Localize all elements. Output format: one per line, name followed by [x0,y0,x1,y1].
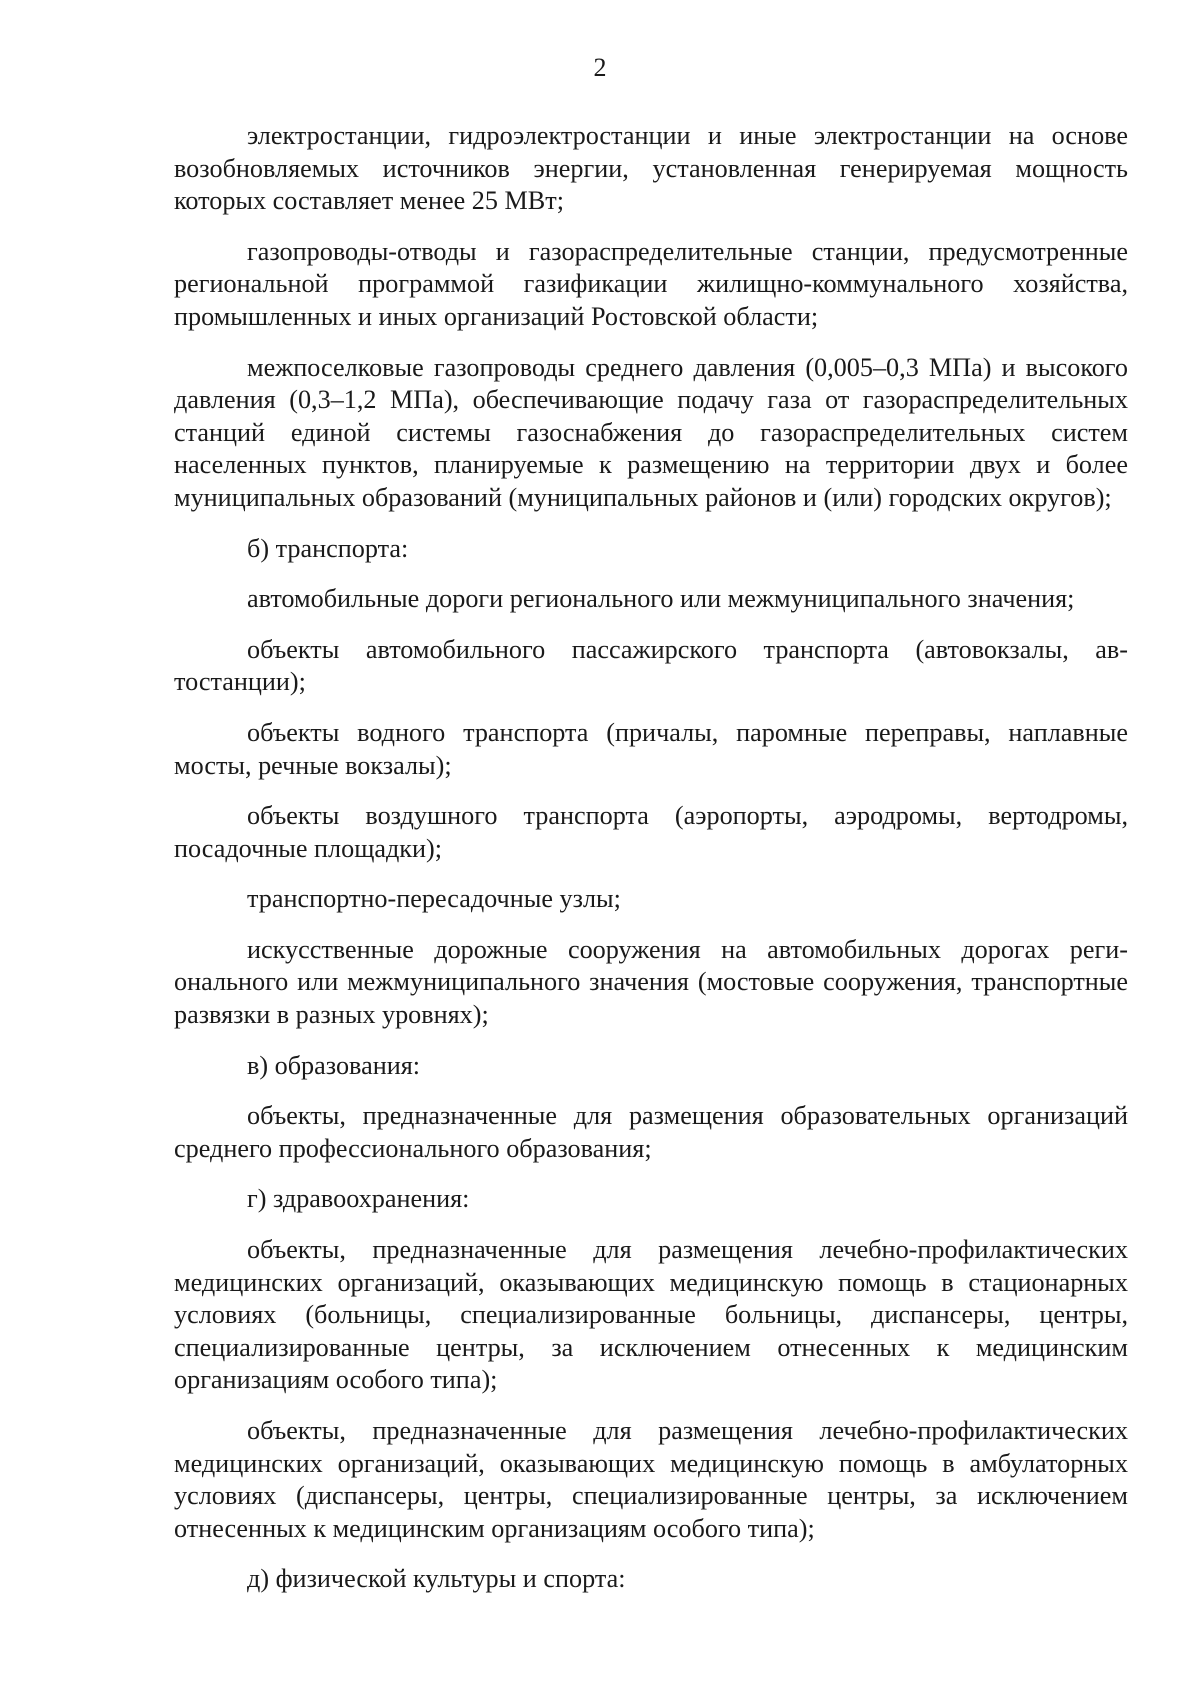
paragraph-air-transport: объекты воздушного транспорта (аэропорты, аэродромы, вертодромы, посадочные площадки); [174,801,1128,863]
paragraph-inpatient-facilities: объекты, предназначенные для размещения лечебно-профилактических медицинских организаций, оказывающих медицинскую помощь в стационарных условиях (больницы, специализированные больницы, диспансеры, центры, специализированные центры, за исключением отнесенных к медицинским организациям особого типа); [174,1235,1128,1395]
paragraph-power-plants: электростанции, гидроэлектростанции и иные электростанции на основе возобновляемых источников энергии, установленная генерируемая мощность которых составляет менее 25 МВт; [174,121,1128,216]
paragraph-water-transport: объекты водного транспорта (причалы, паромные переправы, наплавные мосты, речные вокзалы); [174,717,1128,780]
page-number: 2 [593,53,607,82]
paragraph-transfer-hubs: транспортно-пересадочные узлы; [247,884,621,914]
document-body [174,120,1128,1614]
paragraph-regional-roads: автомобильные дороги регионального или межмуниципального значения; [247,584,1075,614]
paragraph-gas-pipeline-branches: газопроводы-отводы и газораспределительные станции, предусмотренные региональной программой газификации жилищно-коммунального хозяйства, промышленных и иных организаций Ростовской области; [174,236,1128,331]
paragraph-vocational-education: объекты, предназначенные для размещения образовательных организаций среднего профессионального образования; [174,1101,1128,1163]
section-heading-sports: д) физической культуры и спорта: [247,1564,626,1594]
section-heading-education: в) образования: [247,1050,421,1080]
paragraph-intersettlement-gas-pipelines: межпоселковые газопроводы среднего давления (0,005–0,3 МПа) и высокого давления (0,3–1,2 МПа), обеспечивающие подачу газа от газораспределительных станций единой системы газоснабжения до газораспределительных систем населенных пунктов, планируемые к размещению на территории двух и более муниципальных образований (муниципальных районов и (или) городских округов); [174,352,1128,512]
section-heading-healthcare: г) здравоохранения: [247,1184,470,1214]
paragraph-outpatient-facilities: объекты, предназначенные для размещения лечебно-профилактических медицинских организаций, оказывающих медицинскую помощь в амбулаторных условиях (диспансеры, центры, специализированные центры, за исключением отнесенных к медицинским организациям особого типа); [174,1416,1128,1543]
section-heading-transport: б) транспорта: [247,533,409,563]
paragraph-bus-transport: объекты автомобильного пассажирского транспорта (автовокзалы, автостанции); [174,634,1128,697]
paragraph-road-structures: искусственные дорожные сооружения на автомобильных дорогах регионального или межмуниципального значения (мостовые сооружения, транспортные развязки в разных уровнях); [174,934,1128,1030]
